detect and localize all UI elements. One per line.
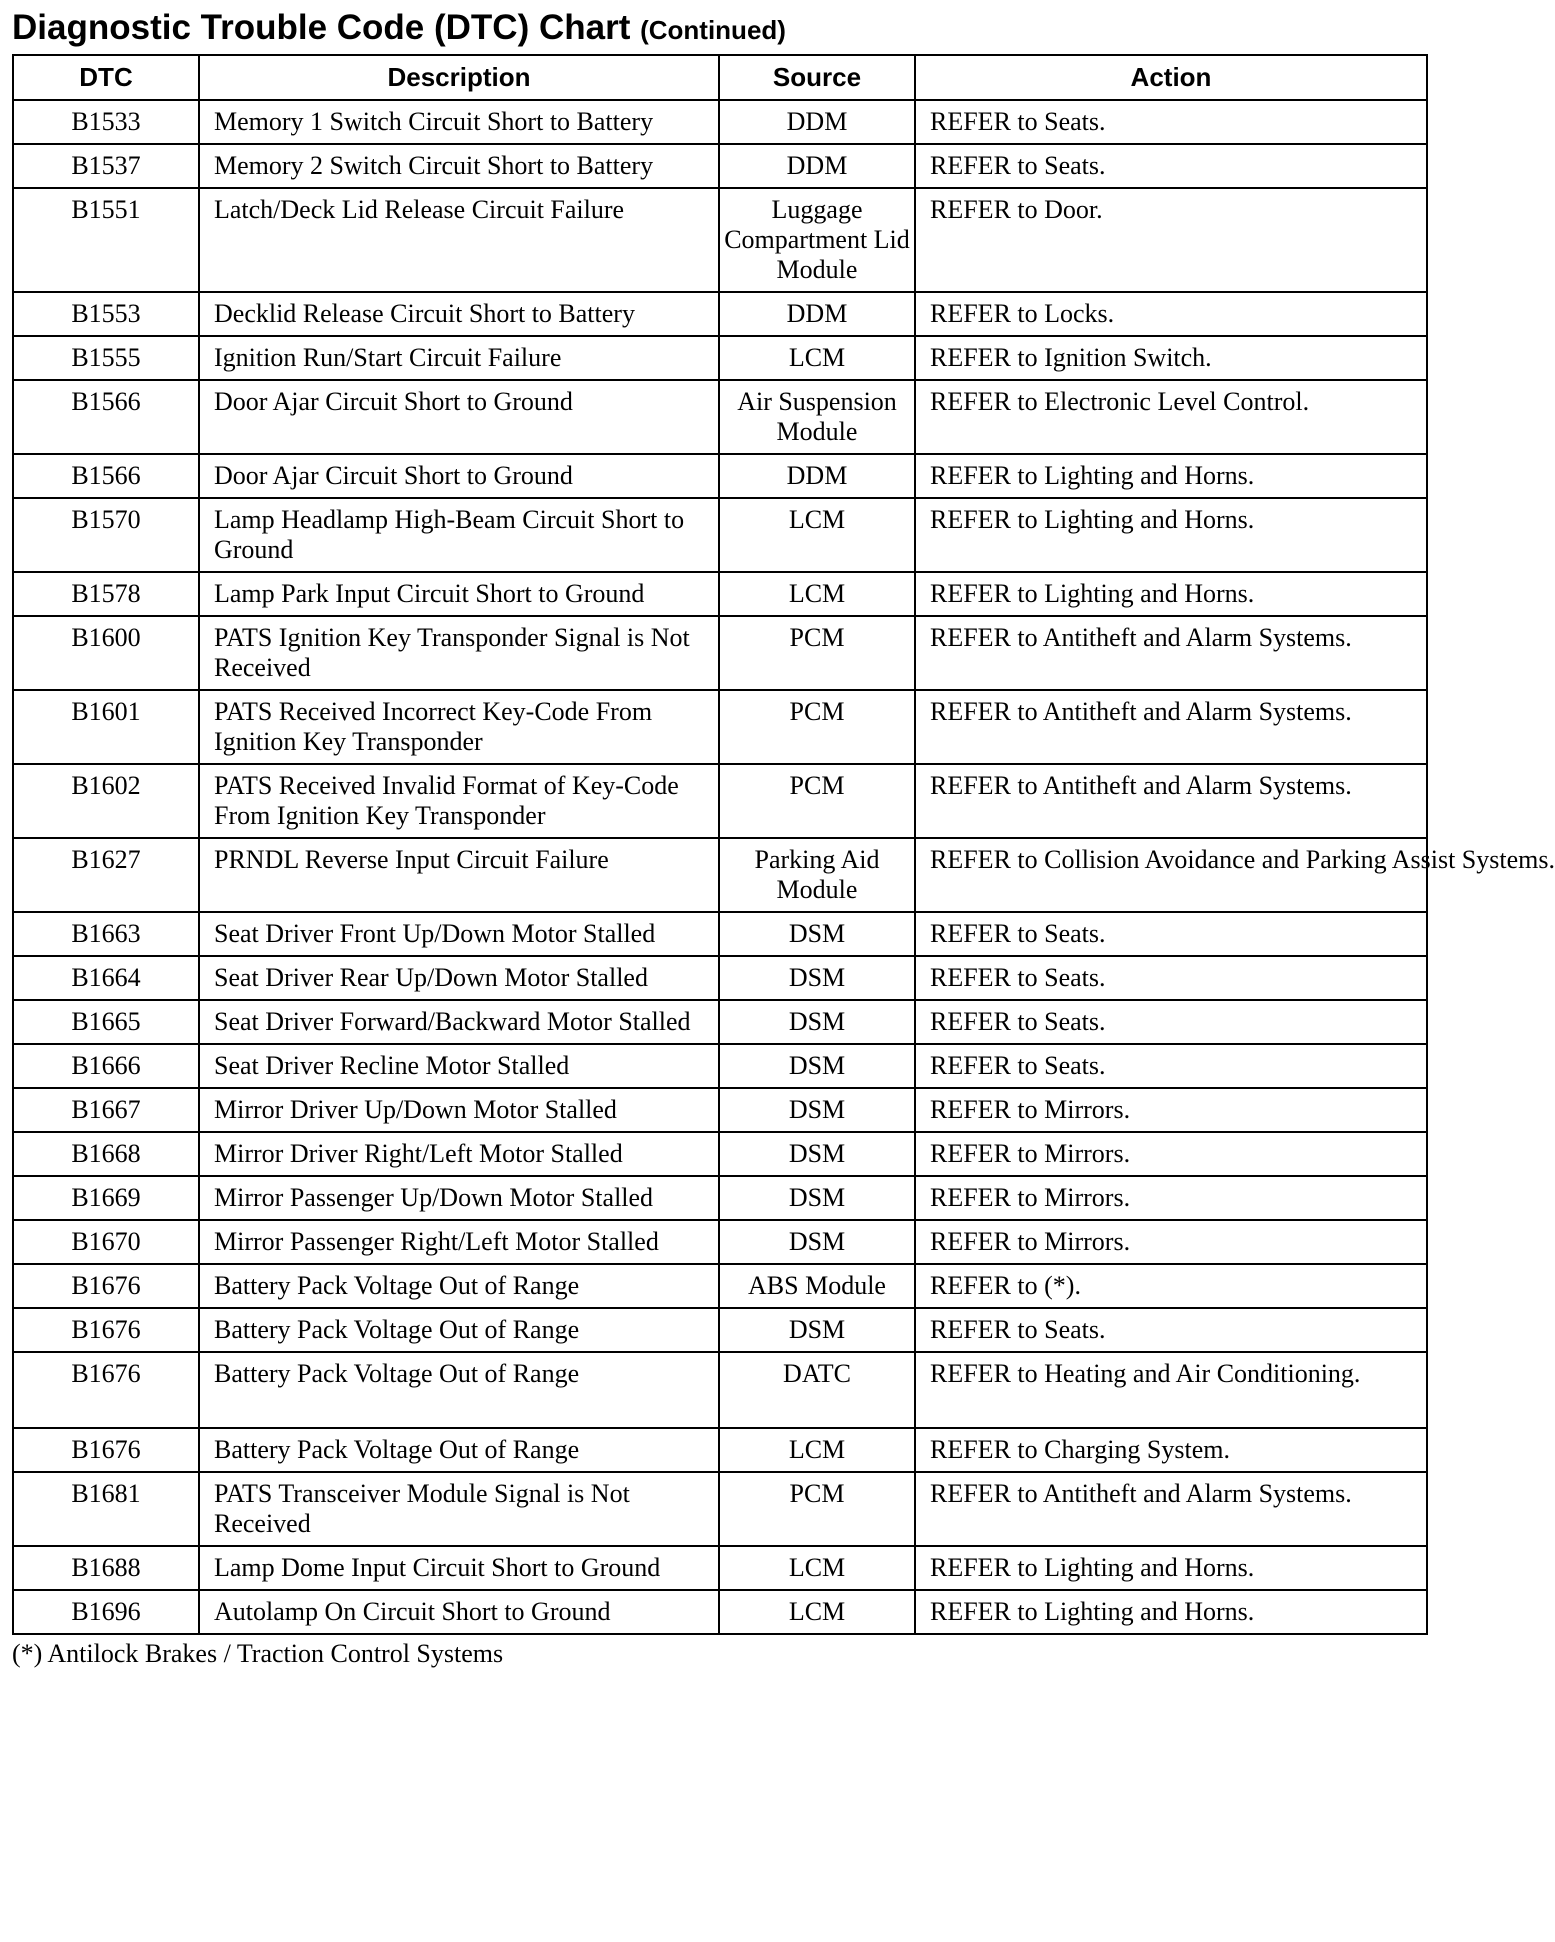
cell-action: REFER to Seats. xyxy=(915,100,1427,144)
cell-action: REFER to Ignition Switch. xyxy=(915,336,1427,380)
cell-source: DDM xyxy=(719,100,915,144)
table-row xyxy=(13,764,1427,838)
cell-dtc: B1676 xyxy=(13,1308,199,1352)
cell-source: PCM xyxy=(719,690,915,764)
cell-dtc: B1555 xyxy=(13,336,199,380)
cell-description: Memory 1 Switch Circuit Short to Battery xyxy=(199,100,719,144)
cell-dtc: B1663 xyxy=(13,912,199,956)
cell-action: REFER to Charging System. xyxy=(915,1428,1427,1472)
cell-description: Memory 2 Switch Circuit Short to Battery xyxy=(199,144,719,188)
cell-action: REFER to Mirrors. xyxy=(915,1176,1427,1220)
table-row xyxy=(13,572,1427,616)
cell-description: Door Ajar Circuit Short to Ground xyxy=(199,380,719,454)
table-row xyxy=(13,336,1427,380)
cell-action: REFER to Heating and Air Conditioning. xyxy=(915,1352,1427,1428)
table-row xyxy=(13,292,1427,336)
cell-source: DSM xyxy=(719,1044,915,1088)
cell-source: PCM xyxy=(719,616,915,690)
table-row xyxy=(13,380,1427,454)
cell-source: DDM xyxy=(719,454,915,498)
cell-source: LCM xyxy=(719,1428,915,1472)
cell-action: REFER to Antitheft and Alarm Systems. xyxy=(915,1472,1427,1546)
table-row xyxy=(13,616,1427,690)
header-source: Source xyxy=(719,55,915,100)
cell-source: DSM xyxy=(719,956,915,1000)
cell-dtc: B1566 xyxy=(13,454,199,498)
cell-source: DSM xyxy=(719,1000,915,1044)
table-row xyxy=(13,1176,1427,1220)
footnote: (*) Antilock Brakes / Traction Control Systems xyxy=(12,1639,504,1668)
cell-action: REFER to Mirrors. xyxy=(915,1132,1427,1176)
cell-action: REFER to Locks. xyxy=(915,292,1427,336)
cell-action: REFER to Lighting and Horns. xyxy=(915,1546,1427,1590)
cell-source: DDM xyxy=(719,292,915,336)
cell-dtc: B1664 xyxy=(13,956,199,1000)
cell-action: REFER to Lighting and Horns. xyxy=(915,572,1427,616)
cell-dtc: B1665 xyxy=(13,1000,199,1044)
cell-dtc: B1570 xyxy=(13,498,199,572)
cell-source: LCM xyxy=(719,1546,915,1590)
table-row xyxy=(13,1428,1427,1472)
cell-source: Parking Aid Module xyxy=(719,838,915,912)
cell-dtc: B1551 xyxy=(13,188,199,292)
cell-dtc: B1688 xyxy=(13,1546,199,1590)
cell-action: REFER to Seats. xyxy=(915,144,1427,188)
table-row xyxy=(13,912,1427,956)
table-header-row xyxy=(13,55,1427,100)
cell-dtc: B1600 xyxy=(13,616,199,690)
cell-description: Ignition Run/Start Circuit Failure xyxy=(199,336,719,380)
cell-source: LCM xyxy=(719,1590,915,1634)
table-row xyxy=(13,1132,1427,1176)
cell-source: LCM xyxy=(719,498,915,572)
cell-source: DSM xyxy=(719,912,915,956)
cell-dtc: B1676 xyxy=(13,1352,199,1428)
cell-action: REFER to Lighting and Horns. xyxy=(915,454,1427,498)
cell-description: Mirror Driver Right/Left Motor Stalled xyxy=(199,1132,719,1176)
cell-action: REFER to Seats. xyxy=(915,1308,1427,1352)
cell-dtc: B1676 xyxy=(13,1264,199,1308)
cell-dtc: B1696 xyxy=(13,1590,199,1634)
cell-description: PRNDL Reverse Input Circuit Failure xyxy=(199,838,719,912)
cell-description: Battery Pack Voltage Out of Range xyxy=(199,1352,719,1428)
table-row xyxy=(13,1088,1427,1132)
cell-source: PCM xyxy=(719,1472,915,1546)
cell-dtc: B1578 xyxy=(13,572,199,616)
cell-dtc: B1667 xyxy=(13,1088,199,1132)
header-action: Action xyxy=(915,55,1427,100)
cell-action: REFER to Antitheft and Alarm Systems. xyxy=(915,764,1427,838)
chart-title-text: Diagnostic Trouble Code (DTC) Chart xyxy=(12,8,631,47)
table-row xyxy=(13,1352,1427,1428)
cell-action: REFER to Antitheft and Alarm Systems. xyxy=(915,690,1427,764)
cell-description: Lamp Park Input Circuit Short to Ground xyxy=(199,572,719,616)
cell-description: PATS Ignition Key Transponder Signal is Not Received xyxy=(199,616,719,690)
table-row xyxy=(13,1000,1427,1044)
cell-action: REFER to Seats. xyxy=(915,1044,1427,1088)
cell-dtc: B1676 xyxy=(13,1428,199,1472)
table-row xyxy=(13,144,1427,188)
table-row xyxy=(13,498,1427,572)
cell-description: PATS Transceiver Module Signal is Not Received xyxy=(199,1472,719,1546)
cell-source: ABS Module xyxy=(719,1264,915,1308)
chart-title xyxy=(12,8,1427,54)
cell-description: Autolamp On Circuit Short to Ground xyxy=(199,1590,719,1634)
cell-description: PATS Received Invalid Format of Key-Code From Ignition Key Transponder xyxy=(199,764,719,838)
cell-source: DSM xyxy=(719,1132,915,1176)
cell-action: REFER to Electronic Level Control. xyxy=(915,380,1427,454)
cell-action: REFER to Door. xyxy=(915,188,1427,292)
cell-source: Air Suspension Module xyxy=(719,380,915,454)
cell-source: DATC xyxy=(719,1352,915,1428)
cell-dtc: B1602 xyxy=(13,764,199,838)
table-row xyxy=(13,1264,1427,1308)
cell-dtc: B1627 xyxy=(13,838,199,912)
cell-action: REFER to Seats. xyxy=(915,912,1427,956)
cell-source: DSM xyxy=(719,1088,915,1132)
cell-description: Battery Pack Voltage Out of Range xyxy=(199,1308,719,1352)
cell-action: REFER to Lighting and Horns. xyxy=(915,1590,1427,1634)
cell-description: Lamp Headlamp High-Beam Circuit Short to Ground xyxy=(199,498,719,572)
cell-dtc: B1681 xyxy=(13,1472,199,1546)
cell-dtc: B1533 xyxy=(13,100,199,144)
cell-source: DDM xyxy=(719,144,915,188)
cell-action: REFER to (*). xyxy=(915,1264,1427,1308)
cell-action: REFER to Antitheft and Alarm Systems. xyxy=(915,616,1427,690)
cell-description: Seat Driver Recline Motor Stalled xyxy=(199,1044,719,1088)
document-page xyxy=(12,8,1555,1669)
cell-source: LCM xyxy=(719,572,915,616)
table-row xyxy=(13,956,1427,1000)
table-row xyxy=(13,1308,1427,1352)
cell-description: PATS Received Incorrect Key-Code From Ignition Key Transponder xyxy=(199,690,719,764)
cell-dtc: B1566 xyxy=(13,380,199,454)
cell-dtc: B1553 xyxy=(13,292,199,336)
cell-description: Door Ajar Circuit Short to Ground xyxy=(199,454,719,498)
cell-action: REFER to Mirrors. xyxy=(915,1088,1427,1132)
table-body xyxy=(13,100,1555,1634)
cell-dtc: B1666 xyxy=(13,1044,199,1088)
cell-dtc: B1668 xyxy=(13,1132,199,1176)
cell-description: Mirror Passenger Right/Left Motor Stalled xyxy=(199,1220,719,1264)
cell-description: Mirror Passenger Up/Down Motor Stalled xyxy=(199,1176,719,1220)
cell-description: Battery Pack Voltage Out of Range xyxy=(199,1264,719,1308)
cell-action: REFER to Collision Avoidance and Parking Assist Systems. xyxy=(915,838,1427,912)
header-description: Description xyxy=(199,55,719,100)
cell-action: REFER to Mirrors. xyxy=(915,1220,1427,1264)
table-row xyxy=(13,188,1427,292)
cell-description: Seat Driver Forward/Backward Motor Stalled xyxy=(199,1000,719,1044)
cell-dtc: B1537 xyxy=(13,144,199,188)
cell-description: Decklid Release Circuit Short to Battery xyxy=(199,292,719,336)
table-row xyxy=(13,838,1427,912)
cell-source: DSM xyxy=(719,1220,915,1264)
table-row xyxy=(13,1472,1427,1546)
table-row xyxy=(13,1044,1427,1088)
table-row xyxy=(13,690,1427,764)
cell-action: REFER to Seats. xyxy=(915,1000,1427,1044)
cell-source: DSM xyxy=(719,1308,915,1352)
table-row xyxy=(13,1590,1427,1634)
dtc-table xyxy=(12,54,1555,1635)
table-row xyxy=(13,100,1427,144)
cell-source: Luggage Compartment Lid Module xyxy=(719,188,915,292)
table-row xyxy=(13,454,1427,498)
cell-description: Mirror Driver Up/Down Motor Stalled xyxy=(199,1088,719,1132)
cell-action: REFER to Lighting and Horns. xyxy=(915,498,1427,572)
cell-source: DSM xyxy=(719,1176,915,1220)
cell-source: PCM xyxy=(719,764,915,838)
cell-dtc: B1670 xyxy=(13,1220,199,1264)
cell-description: Lamp Dome Input Circuit Short to Ground xyxy=(199,1546,719,1590)
cell-source: LCM xyxy=(719,336,915,380)
cell-dtc: B1601 xyxy=(13,690,199,764)
cell-dtc: B1669 xyxy=(13,1176,199,1220)
chart-title-suffix: (Continued) xyxy=(640,15,786,45)
cell-description: Battery Pack Voltage Out of Range xyxy=(199,1428,719,1472)
cell-description: Seat Driver Front Up/Down Motor Stalled xyxy=(199,912,719,956)
table-row xyxy=(13,1220,1427,1264)
cell-description: Seat Driver Rear Up/Down Motor Stalled xyxy=(199,956,719,1000)
table-row xyxy=(13,1546,1427,1590)
header-dtc: DTC xyxy=(13,55,199,100)
cell-action: REFER to Seats. xyxy=(915,956,1427,1000)
cell-description: Latch/Deck Lid Release Circuit Failure xyxy=(199,188,719,292)
